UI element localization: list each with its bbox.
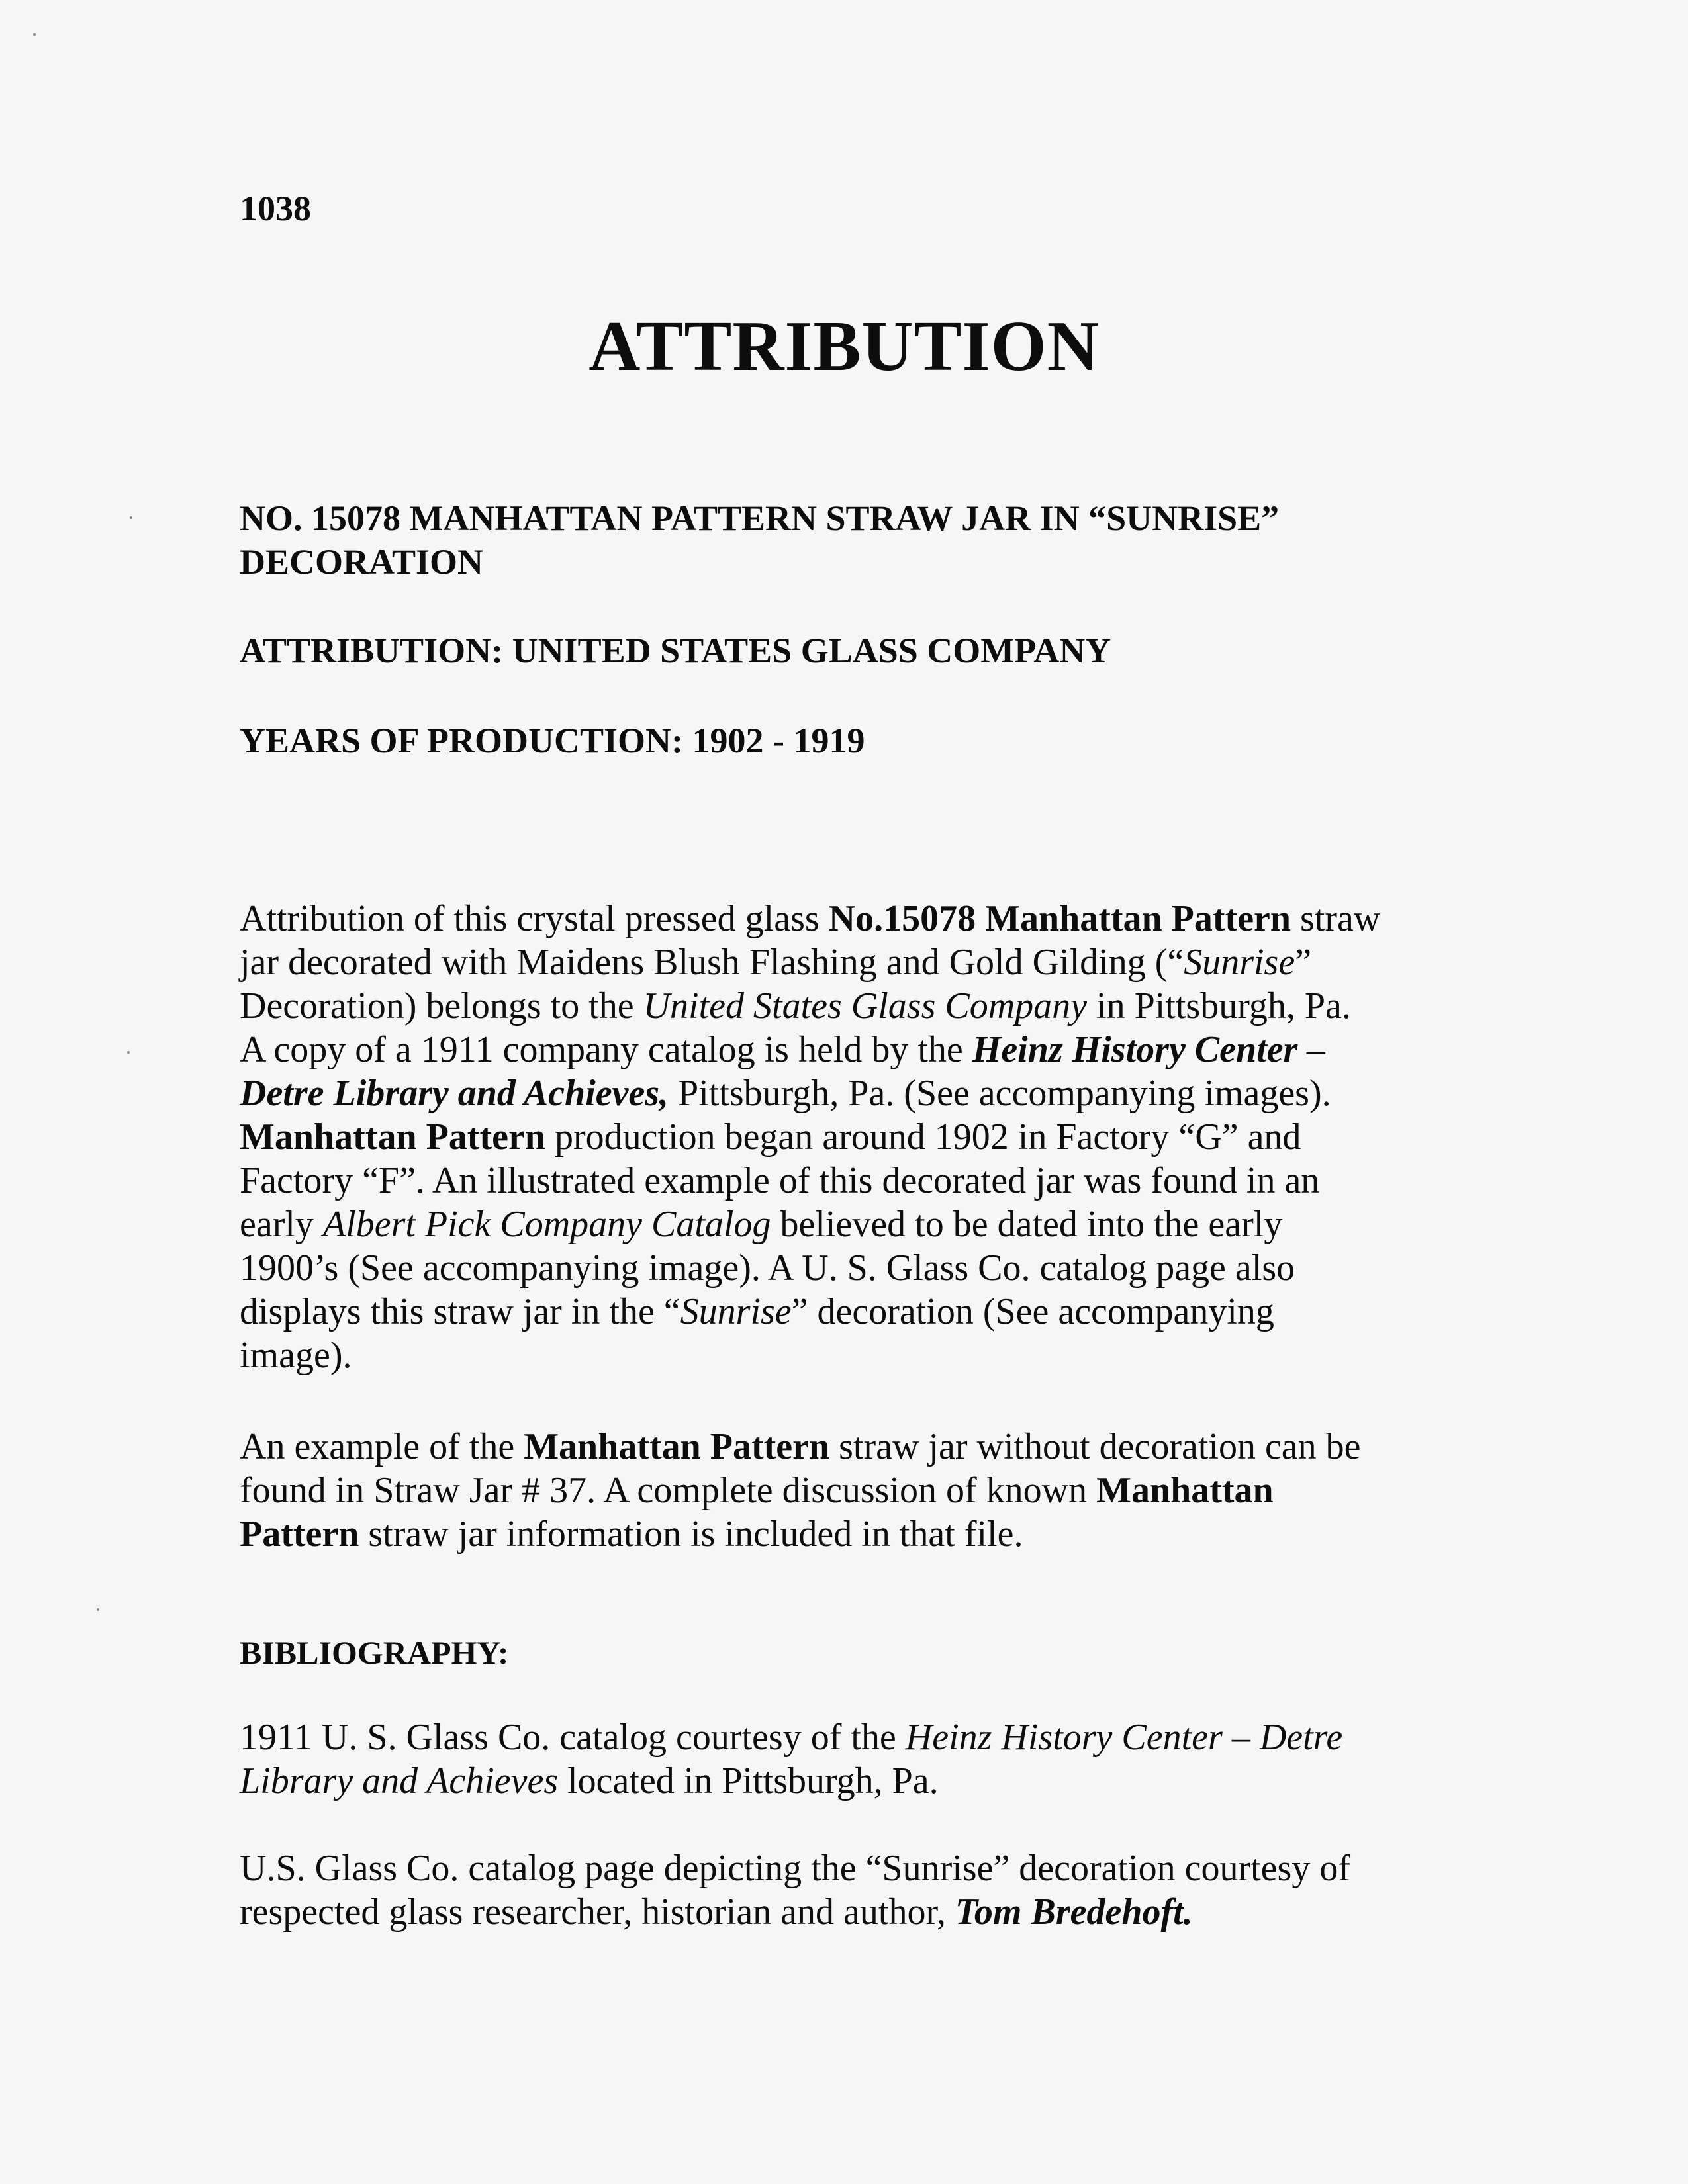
text-line: Library and Achieves located in Pittsburgh, Pa. bbox=[240, 1760, 939, 1801]
text-line: image). bbox=[240, 1335, 352, 1376]
bibliography-heading: BIBLIOGRAPHY: bbox=[240, 1634, 509, 1671]
text-line: Detre Library and Achieves, Pittsburgh, Pa. (See accompanying images). bbox=[240, 1073, 1331, 1114]
bibliography-entry bbox=[240, 1846, 1484, 1934]
item-heading-line: NO. 15078 MANHATTAN PATTERN STRAW JAR IN “SUNRISE” bbox=[240, 498, 1280, 538]
example-paragraph bbox=[240, 1425, 1484, 1556]
text-line: respected glass researcher, historian and author, Tom Bredehoft. bbox=[240, 1891, 1193, 1933]
text-line: Pattern straw jar information is included in that file. bbox=[240, 1514, 1023, 1555]
attribution-line: ATTRIBUTION: UNITED STATES GLASS COMPANY bbox=[240, 631, 1111, 670]
bibliography-entry bbox=[240, 1715, 1484, 1803]
years-of-production: YEARS OF PRODUCTION: 1902 - 1919 bbox=[240, 721, 865, 760]
text-line: jar decorated with Maidens Blush Flashing and Gold Gilding (“Sunrise” bbox=[240, 942, 1312, 983]
text-line: 1911 U. S. Glass Co. catalog courtesy of the Heinz History Center – Detre bbox=[240, 1717, 1343, 1758]
scan-speck bbox=[127, 1051, 130, 1054]
text-line: Decoration) belongs to the United States Glass Company in Pittsburgh, Pa. bbox=[240, 985, 1351, 1026]
page-number: 1038 bbox=[240, 189, 311, 228]
scan-speck bbox=[97, 1608, 99, 1611]
text-line: U.S. Glass Co. catalog page depicting the “Sunrise” decoration courtesy of bbox=[240, 1848, 1350, 1889]
text-line: An example of the Manhattan Pattern straw jar without decoration can be bbox=[240, 1426, 1361, 1467]
page-title: ATTRIBUTION bbox=[588, 307, 1100, 386]
text-line: Attribution of this crystal pressed glass No.15078 Manhattan Pattern straw bbox=[240, 898, 1381, 939]
item-heading bbox=[240, 496, 1484, 584]
item-heading-line: DECORATION bbox=[240, 542, 484, 582]
scan-speck bbox=[130, 516, 132, 519]
text-line: 1900’s (See accompanying image). A U. S. Glass Co. catalog page also bbox=[240, 1248, 1295, 1289]
text-line: Factory “F”. An illustrated example of this decorated jar was found in an bbox=[240, 1160, 1320, 1201]
text-line: Manhattan Pattern production began around 1902 in Factory “G” and bbox=[240, 1116, 1301, 1158]
text-line: early Albert Pick Company Catalog believed to be dated into the early bbox=[240, 1204, 1283, 1245]
text-line: displays this straw jar in the “Sunrise” decoration (See accompanying bbox=[240, 1291, 1274, 1332]
text-line: A copy of a 1911 company catalog is held by the Heinz History Center – bbox=[240, 1029, 1326, 1070]
text-line: found in Straw Jar # 37. A complete discussion of known Manhattan bbox=[240, 1470, 1274, 1511]
attribution-paragraph bbox=[240, 897, 1484, 1377]
scan-speck bbox=[33, 33, 36, 36]
